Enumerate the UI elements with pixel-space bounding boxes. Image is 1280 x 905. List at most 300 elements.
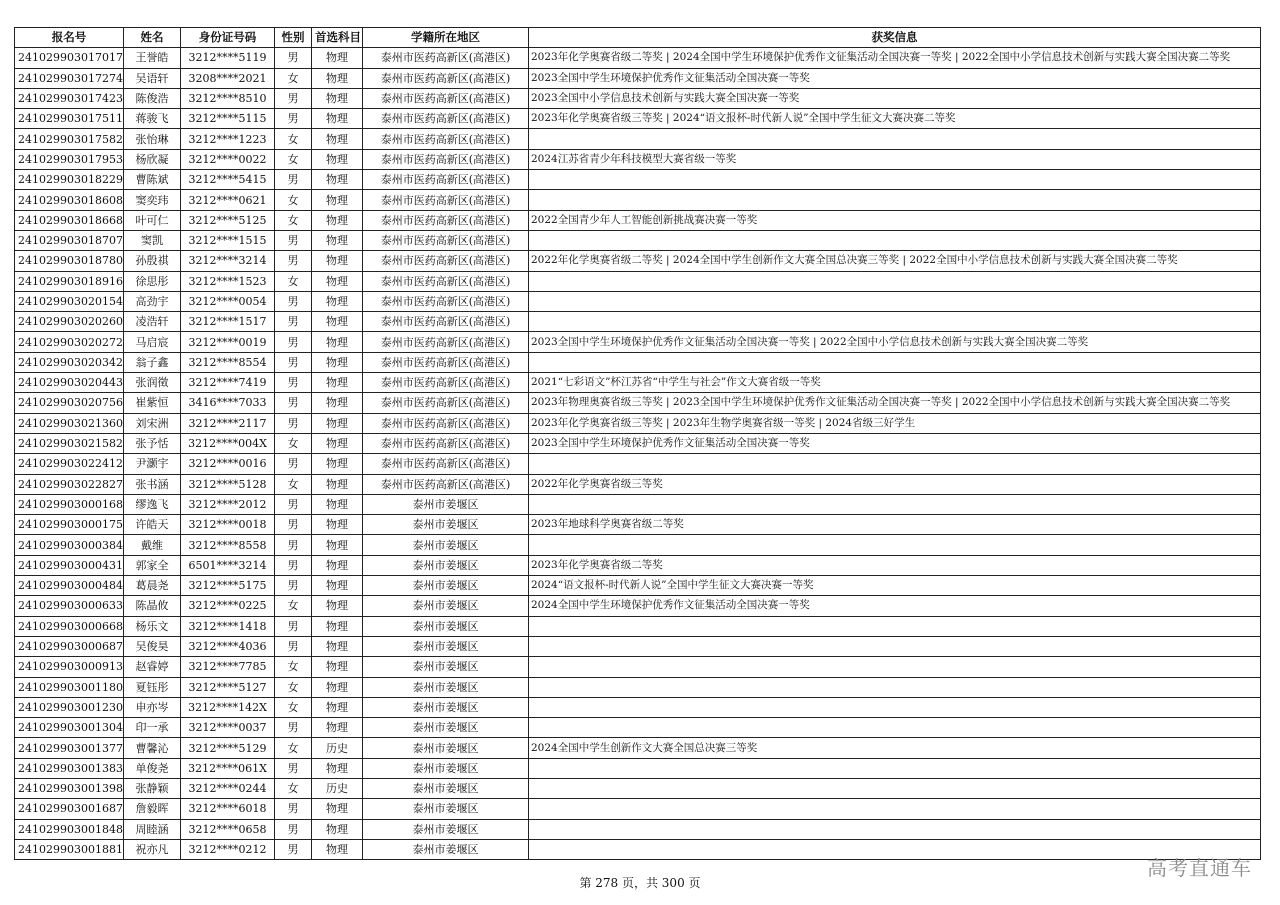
name-cell: 许皓天 [124, 515, 181, 535]
id-number-cell: 3212****1523 [181, 271, 275, 291]
award-info-cell: 2024全国中学生环境保护优秀作文征集活动全国决赛一等奖 [529, 596, 1261, 616]
first-subject-cell: 物理 [312, 373, 363, 393]
id-number-cell: 3212****0244 [181, 778, 275, 798]
first-subject-cell: 物理 [312, 799, 363, 819]
id-number-cell: 3212****0225 [181, 596, 275, 616]
registration-number-cell: 241029903018780 [15, 251, 124, 271]
award-info-cell [529, 616, 1261, 636]
school-region-cell: 泰州市医药高新区(高港区) [363, 271, 529, 291]
name-cell: 张润徵 [124, 373, 181, 393]
id-number-cell: 3212****5129 [181, 738, 275, 758]
table-row [15, 68, 1261, 88]
registration-number-cell: 241029903001230 [15, 697, 124, 717]
gender-cell: 女 [275, 596, 312, 616]
gender-cell: 男 [275, 616, 312, 636]
name-cell: 马启宸 [124, 332, 181, 352]
header-award-info: 获奖信息 [529, 28, 1261, 48]
name-cell: 叶可仁 [124, 210, 181, 230]
gender-cell: 女 [275, 210, 312, 230]
id-number-cell: 3212****5125 [181, 210, 275, 230]
gender-cell: 男 [275, 291, 312, 311]
award-info-cell: 2023全国中学生环境保护优秀作文征集活动全国决赛一等奖 | 2022全国中小学信息技术创新与实践大赛全国决赛二等奖 [529, 332, 1261, 352]
id-number-cell: 3212****0016 [181, 454, 275, 474]
name-cell: 陈俊浩 [124, 88, 181, 108]
name-cell: 曹馨沁 [124, 738, 181, 758]
table-row [15, 494, 1261, 514]
gender-cell: 女 [275, 657, 312, 677]
school-region-cell: 泰州市姜堰区 [363, 697, 529, 717]
name-cell: 单俊尧 [124, 758, 181, 778]
registration-number-cell: 241029903001383 [15, 758, 124, 778]
award-info-cell [529, 636, 1261, 656]
id-number-cell: 3212****5119 [181, 48, 275, 68]
registration-number-cell: 241029903001180 [15, 677, 124, 697]
school-region-cell: 泰州市医药高新区(高港区) [363, 68, 529, 88]
registration-number-cell: 241029903020443 [15, 373, 124, 393]
registration-number-cell: 241029903000633 [15, 596, 124, 616]
registration-number-cell: 241029903022412 [15, 454, 124, 474]
table-row [15, 758, 1261, 778]
name-cell: 詹毅晖 [124, 799, 181, 819]
school-region-cell: 泰州市医药高新区(高港区) [363, 129, 529, 149]
award-info-cell [529, 494, 1261, 514]
id-number-cell: 3212****0054 [181, 291, 275, 311]
first-subject-cell: 物理 [312, 291, 363, 311]
award-info-cell [529, 312, 1261, 332]
school-region-cell: 泰州市姜堰区 [363, 778, 529, 798]
id-number-cell: 3212****2117 [181, 413, 275, 433]
table-row [15, 738, 1261, 758]
id-number-cell: 3212****3214 [181, 251, 275, 271]
award-info-cell: 2023年化学奥赛省级三等奖 | 2023年生物学奥赛省级一等奖 | 2024省级三好学生 [529, 413, 1261, 433]
first-subject-cell: 物理 [312, 109, 363, 129]
award-info-cell: 2023年化学奥赛省级二等奖 [529, 555, 1261, 575]
gender-cell: 女 [275, 433, 312, 453]
gender-cell: 女 [275, 149, 312, 169]
id-number-cell: 3212****0621 [181, 190, 275, 210]
table-row [15, 718, 1261, 738]
table-row [15, 48, 1261, 68]
school-region-cell: 泰州市医药高新区(高港区) [363, 454, 529, 474]
school-region-cell: 泰州市医药高新区(高港区) [363, 109, 529, 129]
award-info-cell [529, 271, 1261, 291]
school-region-cell: 泰州市医药高新区(高港区) [363, 291, 529, 311]
award-info-cell: 2022全国青少年人工智能创新挑战赛决赛一等奖 [529, 210, 1261, 230]
table-row [15, 251, 1261, 271]
name-cell: 张予恬 [124, 433, 181, 453]
school-region-cell: 泰州市医药高新区(高港区) [363, 190, 529, 210]
registration-number-cell: 241029903018608 [15, 190, 124, 210]
registration-number-cell: 241029903001304 [15, 718, 124, 738]
award-info-cell: 2023全国中学生环境保护优秀作文征集活动全国决赛一等奖 [529, 68, 1261, 88]
table-row [15, 636, 1261, 656]
gender-cell: 男 [275, 515, 312, 535]
first-subject-cell: 物理 [312, 190, 363, 210]
award-info-cell [529, 778, 1261, 798]
registration-number-cell: 241029903020756 [15, 393, 124, 413]
name-cell: 崔紫恒 [124, 393, 181, 413]
registration-number-cell: 241029903017017 [15, 48, 124, 68]
gender-cell: 男 [275, 839, 312, 859]
gender-cell: 女 [275, 677, 312, 697]
award-info-cell [529, 454, 1261, 474]
table-row [15, 312, 1261, 332]
gender-cell: 男 [275, 352, 312, 372]
name-cell: 孙殷祺 [124, 251, 181, 271]
school-region-cell: 泰州市医药高新区(高港区) [363, 170, 529, 190]
name-cell: 吴俊昊 [124, 636, 181, 656]
name-cell: 曹陈斌 [124, 170, 181, 190]
id-number-cell: 3212****5115 [181, 109, 275, 129]
award-info-cell [529, 291, 1261, 311]
id-number-cell: 3212****2012 [181, 494, 275, 514]
table-row [15, 433, 1261, 453]
registration-number-cell: 241029903018916 [15, 271, 124, 291]
school-region-cell: 泰州市姜堰区 [363, 677, 529, 697]
school-region-cell: 泰州市姜堰区 [363, 819, 529, 839]
table-row [15, 515, 1261, 535]
table-row [15, 474, 1261, 494]
gender-cell: 男 [275, 555, 312, 575]
school-region-cell: 泰州市医药高新区(高港区) [363, 413, 529, 433]
first-subject-cell: 物理 [312, 352, 363, 372]
award-info-cell [529, 718, 1261, 738]
id-number-cell: 3212****5175 [181, 576, 275, 596]
name-cell: 张静颖 [124, 778, 181, 798]
gender-cell: 男 [275, 393, 312, 413]
gender-cell: 男 [275, 170, 312, 190]
first-subject-cell: 物理 [312, 616, 363, 636]
school-region-cell: 泰州市姜堰区 [363, 636, 529, 656]
registration-number-cell: 241029903020342 [15, 352, 124, 372]
first-subject-cell: 物理 [312, 596, 363, 616]
school-region-cell: 泰州市医药高新区(高港区) [363, 88, 529, 108]
school-region-cell: 泰州市医药高新区(高港区) [363, 312, 529, 332]
table-row [15, 555, 1261, 575]
first-subject-cell: 物理 [312, 413, 363, 433]
table-row [15, 109, 1261, 129]
table-row [15, 271, 1261, 291]
id-number-cell: 3212****7785 [181, 657, 275, 677]
gender-cell: 男 [275, 718, 312, 738]
award-info-cell [529, 677, 1261, 697]
table-row [15, 210, 1261, 230]
school-region-cell: 泰州市姜堰区 [363, 596, 529, 616]
id-number-cell: 3212****5128 [181, 474, 275, 494]
gender-cell: 男 [275, 332, 312, 352]
first-subject-cell: 物理 [312, 433, 363, 453]
first-subject-cell: 历史 [312, 738, 363, 758]
school-region-cell: 泰州市医药高新区(高港区) [363, 332, 529, 352]
award-info-cell [529, 535, 1261, 555]
award-info-cell: 2023年物理奥赛省级三等奖 | 2023全国中学生环境保护优秀作文征集活动全国决赛一等奖 | 2022全国中小学信息技术创新与实践大赛全国决赛二等奖 [529, 393, 1261, 413]
registration-number-cell: 241029903000687 [15, 636, 124, 656]
gender-cell: 女 [275, 68, 312, 88]
school-region-cell: 泰州市医药高新区(高港区) [363, 474, 529, 494]
award-info-cell [529, 129, 1261, 149]
registration-number-cell: 241029903000484 [15, 576, 124, 596]
school-region-cell: 泰州市姜堰区 [363, 515, 529, 535]
gender-cell: 男 [275, 799, 312, 819]
table-body [15, 48, 1261, 860]
gender-cell: 女 [275, 271, 312, 291]
table-row [15, 576, 1261, 596]
gender-cell: 男 [275, 454, 312, 474]
table-row [15, 454, 1261, 474]
first-subject-cell: 物理 [312, 718, 363, 738]
name-cell: 尹灏宇 [124, 454, 181, 474]
registration-number-cell: 241029903000168 [15, 494, 124, 514]
school-region-cell: 泰州市医药高新区(高港区) [363, 230, 529, 250]
first-subject-cell: 物理 [312, 170, 363, 190]
first-subject-cell: 物理 [312, 657, 363, 677]
award-info-cell: 2023年地球科学奥赛省级二等奖 [529, 515, 1261, 535]
registration-number-cell: 241029903020272 [15, 332, 124, 352]
table-row [15, 291, 1261, 311]
award-info-cell: 2024江苏省青少年科技模型大赛省级一等奖 [529, 149, 1261, 169]
table-row [15, 170, 1261, 190]
first-subject-cell: 物理 [312, 677, 363, 697]
registration-number-cell: 241029903018668 [15, 210, 124, 230]
first-subject-cell: 物理 [312, 312, 363, 332]
registration-number-cell: 241029903000668 [15, 616, 124, 636]
name-cell: 印一承 [124, 718, 181, 738]
name-cell: 夏钰彤 [124, 677, 181, 697]
id-number-cell: 3212****1418 [181, 616, 275, 636]
id-number-cell: 3212****8558 [181, 535, 275, 555]
first-subject-cell: 物理 [312, 271, 363, 291]
gender-cell: 男 [275, 48, 312, 68]
table-row [15, 697, 1261, 717]
registration-number-cell: 241029903000384 [15, 535, 124, 555]
school-region-cell: 泰州市姜堰区 [363, 758, 529, 778]
first-subject-cell: 物理 [312, 555, 363, 575]
gender-cell: 男 [275, 230, 312, 250]
id-number-cell: 3212****0019 [181, 332, 275, 352]
first-subject-cell: 物理 [312, 494, 363, 514]
award-info-cell [529, 799, 1261, 819]
registration-number-cell: 241029903022827 [15, 474, 124, 494]
award-info-cell [529, 230, 1261, 250]
header-id-number: 身份证号码 [181, 28, 275, 48]
name-cell: 杨乐文 [124, 616, 181, 636]
name-cell: 翁子鑫 [124, 352, 181, 372]
registration-number-cell: 241029903001687 [15, 799, 124, 819]
school-region-cell: 泰州市姜堰区 [363, 535, 529, 555]
school-region-cell: 泰州市医药高新区(高港区) [363, 149, 529, 169]
name-cell: 徐思彤 [124, 271, 181, 291]
award-info-cell [529, 170, 1261, 190]
registration-number-cell: 241029903018229 [15, 170, 124, 190]
award-info-cell: 2022年化学奥赛省级二等奖 | 2024全国中学生创新作文大赛全国总决赛三等奖 | 2022全国中小学信息技术创新与实践大赛全国决赛二等奖 [529, 251, 1261, 271]
registration-number-cell: 241029903021582 [15, 433, 124, 453]
registration-number-cell: 241029903001848 [15, 819, 124, 839]
id-number-cell: 3212****8554 [181, 352, 275, 372]
table-row [15, 413, 1261, 433]
first-subject-cell: 物理 [312, 129, 363, 149]
award-info-cell: 2022年化学奥赛省级三等奖 [529, 474, 1261, 494]
registration-number-cell: 241029903020154 [15, 291, 124, 311]
gender-cell: 男 [275, 576, 312, 596]
first-subject-cell: 物理 [312, 68, 363, 88]
table-row [15, 819, 1261, 839]
school-region-cell: 泰州市姜堰区 [363, 799, 529, 819]
gender-cell: 男 [275, 636, 312, 656]
award-info-cell: 2023年化学奥赛省级二等奖 | 2024全国中学生环境保护优秀作文征集活动全国决赛一等奖 | 2022全国中小学信息技术创新与实践大赛全国决赛二等奖 [529, 48, 1261, 68]
name-cell: 张怡琳 [124, 129, 181, 149]
registration-number-cell: 241029903018707 [15, 230, 124, 250]
school-region-cell: 泰州市姜堰区 [363, 576, 529, 596]
school-region-cell: 泰州市姜堰区 [363, 657, 529, 677]
page-number: 第 278 页，共 300 页 [579, 876, 701, 890]
header-school-region: 学籍所在地区 [363, 28, 529, 48]
registration-number-cell: 241029903021360 [15, 413, 124, 433]
watermark-logo-text: 高考直通车 [1147, 856, 1252, 880]
gender-cell: 男 [275, 758, 312, 778]
award-info-cell [529, 190, 1261, 210]
first-subject-cell: 物理 [312, 758, 363, 778]
id-number-cell: 3212****8510 [181, 88, 275, 108]
first-subject-cell: 物理 [312, 230, 363, 250]
first-subject-cell: 物理 [312, 535, 363, 555]
registration-number-cell: 241029903017511 [15, 109, 124, 129]
id-number-cell: 3212****0212 [181, 839, 275, 859]
gender-cell: 男 [275, 494, 312, 514]
registration-number-cell: 241029903000175 [15, 515, 124, 535]
registration-number-cell: 241029903017423 [15, 88, 124, 108]
id-number-cell: 3212****5415 [181, 170, 275, 190]
school-region-cell: 泰州市医药高新区(高港区) [363, 210, 529, 230]
award-info-cell [529, 819, 1261, 839]
gender-cell: 男 [275, 251, 312, 271]
id-number-cell: 3212****1517 [181, 312, 275, 332]
name-cell: 凌浩轩 [124, 312, 181, 332]
gender-cell: 女 [275, 738, 312, 758]
id-number-cell: 3208****2021 [181, 68, 275, 88]
registration-number-cell: 241029903017582 [15, 129, 124, 149]
school-region-cell: 泰州市姜堰区 [363, 718, 529, 738]
id-number-cell: 6501****3214 [181, 555, 275, 575]
registration-number-cell: 241029903000431 [15, 555, 124, 575]
first-subject-cell: 物理 [312, 251, 363, 271]
name-cell: 祝亦凡 [124, 839, 181, 859]
name-cell: 蒋骏飞 [124, 109, 181, 129]
first-subject-cell: 物理 [312, 210, 363, 230]
id-number-cell: 3212****0018 [181, 515, 275, 535]
gender-cell: 女 [275, 474, 312, 494]
id-number-cell: 3212****004X [181, 433, 275, 453]
id-number-cell: 3212****061X [181, 758, 275, 778]
id-number-cell: 3212****0037 [181, 718, 275, 738]
name-cell: 申亦岑 [124, 697, 181, 717]
award-info-cell [529, 657, 1261, 677]
school-region-cell: 泰州市医药高新区(高港区) [363, 251, 529, 271]
gender-cell: 男 [275, 373, 312, 393]
registration-number-cell: 241029903017953 [15, 149, 124, 169]
school-region-cell: 泰州市医药高新区(高港区) [363, 433, 529, 453]
award-info-cell: 2023全国中小学信息技术创新与实践大赛全国决赛一等奖 [529, 88, 1261, 108]
school-region-cell: 泰州市姜堰区 [363, 494, 529, 514]
first-subject-cell: 物理 [312, 332, 363, 352]
school-region-cell: 泰州市姜堰区 [363, 555, 529, 575]
gender-cell: 女 [275, 778, 312, 798]
header-first-subject: 首选科目 [312, 28, 363, 48]
table-row [15, 393, 1261, 413]
name-cell: 吴语轩 [124, 68, 181, 88]
first-subject-cell: 物理 [312, 149, 363, 169]
id-number-cell: 3212****4036 [181, 636, 275, 656]
first-subject-cell: 物理 [312, 839, 363, 859]
gender-cell: 女 [275, 129, 312, 149]
name-cell: 张书涵 [124, 474, 181, 494]
header-registration-number: 报名号 [15, 28, 124, 48]
gender-cell: 男 [275, 535, 312, 555]
gender-cell: 男 [275, 109, 312, 129]
name-cell: 杨欣凝 [124, 149, 181, 169]
table-row [15, 230, 1261, 250]
first-subject-cell: 物理 [312, 697, 363, 717]
table-row [15, 190, 1261, 210]
school-region-cell: 泰州市医药高新区(高港区) [363, 48, 529, 68]
first-subject-cell: 物理 [312, 454, 363, 474]
id-number-cell: 3212****1515 [181, 230, 275, 250]
award-info-cell: 2021“七彩语文”杯江苏省“中学生与社会”作文大赛省级一等奖 [529, 373, 1261, 393]
name-cell: 赵睿婷 [124, 657, 181, 677]
gender-cell: 男 [275, 88, 312, 108]
table-row [15, 778, 1261, 798]
id-number-cell: 3212****7419 [181, 373, 275, 393]
first-subject-cell: 物理 [312, 515, 363, 535]
name-cell: 王誉皓 [124, 48, 181, 68]
id-number-cell: 3212****0658 [181, 819, 275, 839]
school-region-cell: 泰州市姜堰区 [363, 616, 529, 636]
school-region-cell: 泰州市医药高新区(高港区) [363, 393, 529, 413]
first-subject-cell: 物理 [312, 474, 363, 494]
registration-number-cell: 241029903017274 [15, 68, 124, 88]
table-row [15, 149, 1261, 169]
header-name: 姓名 [124, 28, 181, 48]
school-region-cell: 泰州市医药高新区(高港区) [363, 373, 529, 393]
gender-cell: 男 [275, 819, 312, 839]
award-info-cell [529, 758, 1261, 778]
table-row [15, 677, 1261, 697]
table-row [15, 596, 1261, 616]
name-cell: 高劲宇 [124, 291, 181, 311]
gender-cell: 男 [275, 312, 312, 332]
id-number-cell: 3212****5127 [181, 677, 275, 697]
first-subject-cell: 物理 [312, 48, 363, 68]
table-row [15, 352, 1261, 372]
name-cell: 缪逸飞 [124, 494, 181, 514]
registration-number-cell: 241029903020260 [15, 312, 124, 332]
name-cell: 窦奕玮 [124, 190, 181, 210]
table-row [15, 616, 1261, 636]
school-region-cell: 泰州市姜堰区 [363, 738, 529, 758]
school-region-cell: 泰州市医药高新区(高港区) [363, 352, 529, 372]
award-info-cell [529, 697, 1261, 717]
first-subject-cell: 物理 [312, 576, 363, 596]
first-subject-cell: 历史 [312, 778, 363, 798]
table-row [15, 799, 1261, 819]
table-row [15, 657, 1261, 677]
name-cell: 周睦涵 [124, 819, 181, 839]
registration-number-cell: 241029903001377 [15, 738, 124, 758]
name-cell: 戴维 [124, 535, 181, 555]
award-info-cell: 2023年化学奥赛省级三等奖 | 2024“语文报杯-时代新人说”全国中学生征文大赛决赛二等奖 [529, 109, 1261, 129]
registration-number-cell: 241029903000913 [15, 657, 124, 677]
award-info-cell: 2024全国中学生创新作文大赛全国总决赛三等奖 [529, 738, 1261, 758]
table-header-row [15, 28, 1261, 48]
